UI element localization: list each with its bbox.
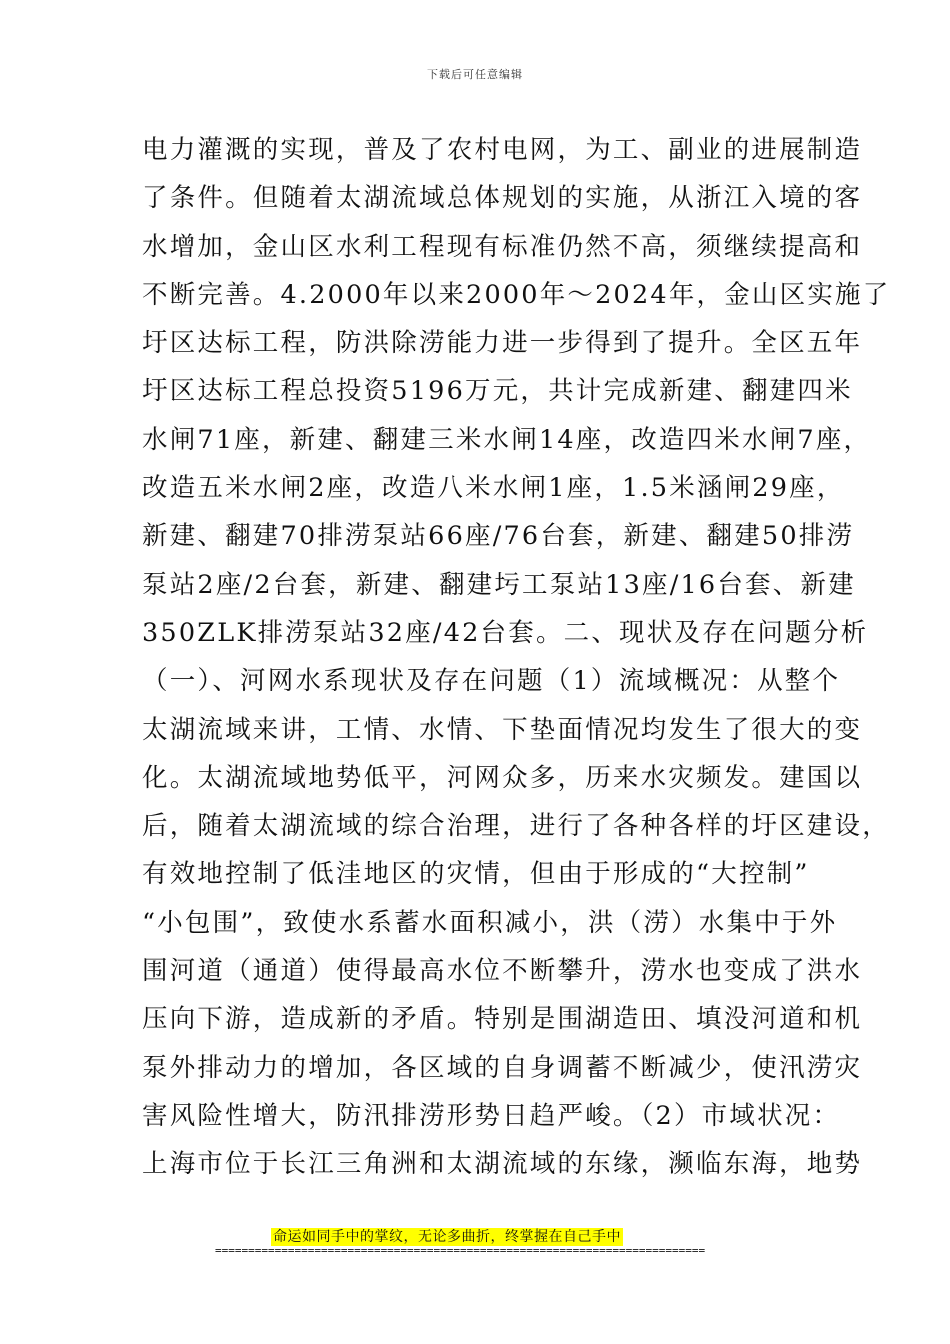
body-line: 350ZLK排涝泵站32座/42台套。二、现状及存在问题分析 (142, 617, 869, 648)
body-line: 电力灌溉的实现，普及了农村电网，为工、副业的进展制造 (142, 135, 863, 165)
footer-divider: ========================================================================== (215, 1244, 706, 1257)
document-body (142, 126, 891, 1189)
body-line: 圩区达标工程总投资5196万元，共计完成新建、翻建四米 (142, 376, 853, 407)
body-line: 水增加，金山区水利工程现有标准仍然不高，须继续提高和 (142, 231, 863, 262)
body-line: 太湖流域来讲，工情、水情、下垫面情况均发生了很大的变 (142, 714, 863, 745)
body-line: 了条件。但随着太湖流域总体规划的实施，从浙江入境的客 (142, 183, 863, 214)
body-line: 圩区达标工程，防洪除涝能力进一步得到了提升。全区五年 (142, 328, 863, 359)
body-line: 水闸71座，新建、翻建三米水闸14座，改造四米水闸7座， (142, 424, 872, 455)
body-line: 改造五米水闸2座，改造八米水闸1座，1.5米涵闸29座， (142, 473, 845, 504)
header-note: 下载后可任意编辑 (427, 68, 523, 81)
body-line: 泵站2座/2台套，新建、翻建圬工泵站13座/16台套、新建 (142, 569, 856, 600)
body-line: 泵外排动力的增加，各区域的自身调蓄不断减少，使汛涝灾 (142, 1052, 863, 1083)
body-line: “小包围”，致使水系蓄水面积减小，洪（涝）水集中于外 (142, 907, 838, 938)
body-line: （一）、河网水系现状及存在问题（1）流域概况：从整个 (142, 666, 841, 697)
body-line: 压向下游，造成新的矛盾。特别是围湖造田、填没河道和机 (142, 1004, 863, 1035)
body-line: 不断完善。4.2000年以来2000年～2024年，金山区实施了 (142, 279, 891, 310)
body-line: 上海市位于长江三角洲和太湖流域的东缘，濒临东海，地势 (142, 1149, 863, 1180)
body-line: 有效地控制了低洼地区的灾情，但由于形成的“大控制” (142, 859, 810, 890)
body-line: 新建、翻建70排涝泵站66座/76台套，新建、翻建50排涝 (142, 521, 855, 552)
body-line: 后，随着太湖流域的综合治理，进行了各种各样的圩区建设， (142, 811, 890, 842)
body-line: 围河道（通道）使得最高水位不断攀升，涝水也变成了洪水 (142, 956, 863, 987)
body-line: 化。太湖流域地势低平，河网众多，历来水灾频发。建国以 (142, 762, 863, 793)
footer-motto: 命运如同手中的掌纹，无论多曲折，终掌握在自己手中 (273, 1229, 621, 1245)
body-line: 害风险性增大，防汛排涝形势日趋严峻。（2）市域状况： (142, 1100, 841, 1131)
